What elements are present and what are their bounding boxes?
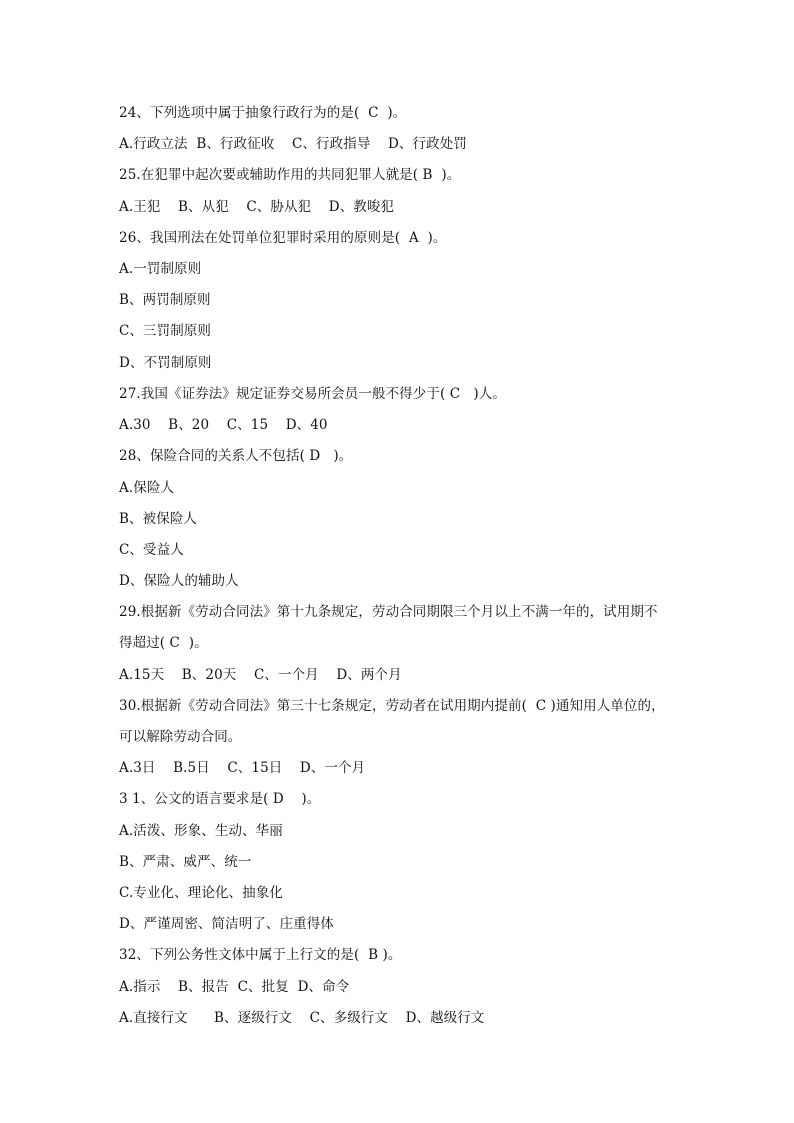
option-26-b: B、两罚制原则 <box>119 292 211 308</box>
option-28-d: D、保险人的辅助人 <box>119 573 239 589</box>
option-31-a: A.活泼、形象、生动、华丽 <box>119 823 283 839</box>
option-31-c: C.专业化、理论化、抽象化 <box>119 885 283 901</box>
options-27: A.30 B、20 C、15 D、40 <box>119 417 328 433</box>
option-31-b: B、严肃、威严、统一 <box>119 854 252 870</box>
question-32: 32、下列公务性文体中属于上行文的是( B )。 <box>119 947 402 963</box>
question-30-line-1: 30.根据新《劳动合同法》第三十七条规定，劳动者在试用期内提前( C )通知用人单位的， <box>119 698 665 714</box>
option-28-a: A.保险人 <box>119 480 175 496</box>
question-31: 3 1、公文的语言要求是( D )。 <box>119 791 321 807</box>
question-28: 28、保险合同的关系人不包括( D )。 <box>119 448 353 464</box>
option-28-c: C、受益人 <box>119 542 184 558</box>
option-26-d: D、不罚制原则 <box>119 355 212 371</box>
option-26-c: C、三罚制原则 <box>119 323 212 339</box>
options-30: A.3日 B.5日 C、15日 D、一个月 <box>119 760 366 776</box>
option-31-d: D、严谨周密、简洁明了、庄重得体 <box>119 916 334 932</box>
question-24: 24、下列选项中属于抽象行政行为的是( C )。 <box>119 105 407 121</box>
options-25: A.王犯 B、从犯 C、胁从犯 D、教唆犯 <box>119 199 395 215</box>
options-29: A.15天 B、20天 C、一个月 D、两个月 <box>119 667 402 683</box>
option-26-a: A.一罚制原则 <box>119 261 202 277</box>
question-30-line-2: 可以解除劳动合同。 <box>119 729 242 745</box>
option-28-b: B、被保险人 <box>119 511 198 527</box>
options-32: A.指示 B、报告 C、批复 D、命令 <box>119 979 350 995</box>
question-29-line-1: 29.根据新《劳动合同法》第十九条规定，劳动合同期限三个月以上不满一年的，试用期不 <box>119 604 658 620</box>
options-24: A.行政立法 B、行政征收 C、行政指导 D、行政处罚 <box>119 136 467 152</box>
question-27: 27.我国《证券法》规定证券交易所会员一般不得少于( C )人。 <box>119 386 506 402</box>
question-29-line-2: 得超过( C )。 <box>119 635 208 651</box>
question-26: 26、我国刑法在处罚单位犯罪时采用的原则是( A )。 <box>119 230 447 246</box>
question-25: 25.在犯罪中起次要或辅助作用的共同犯罪人就是( B )。 <box>119 167 461 183</box>
options-33: A.直接行文 B、逐级行文 C、多级行文 D、越级行文 <box>119 1010 485 1026</box>
